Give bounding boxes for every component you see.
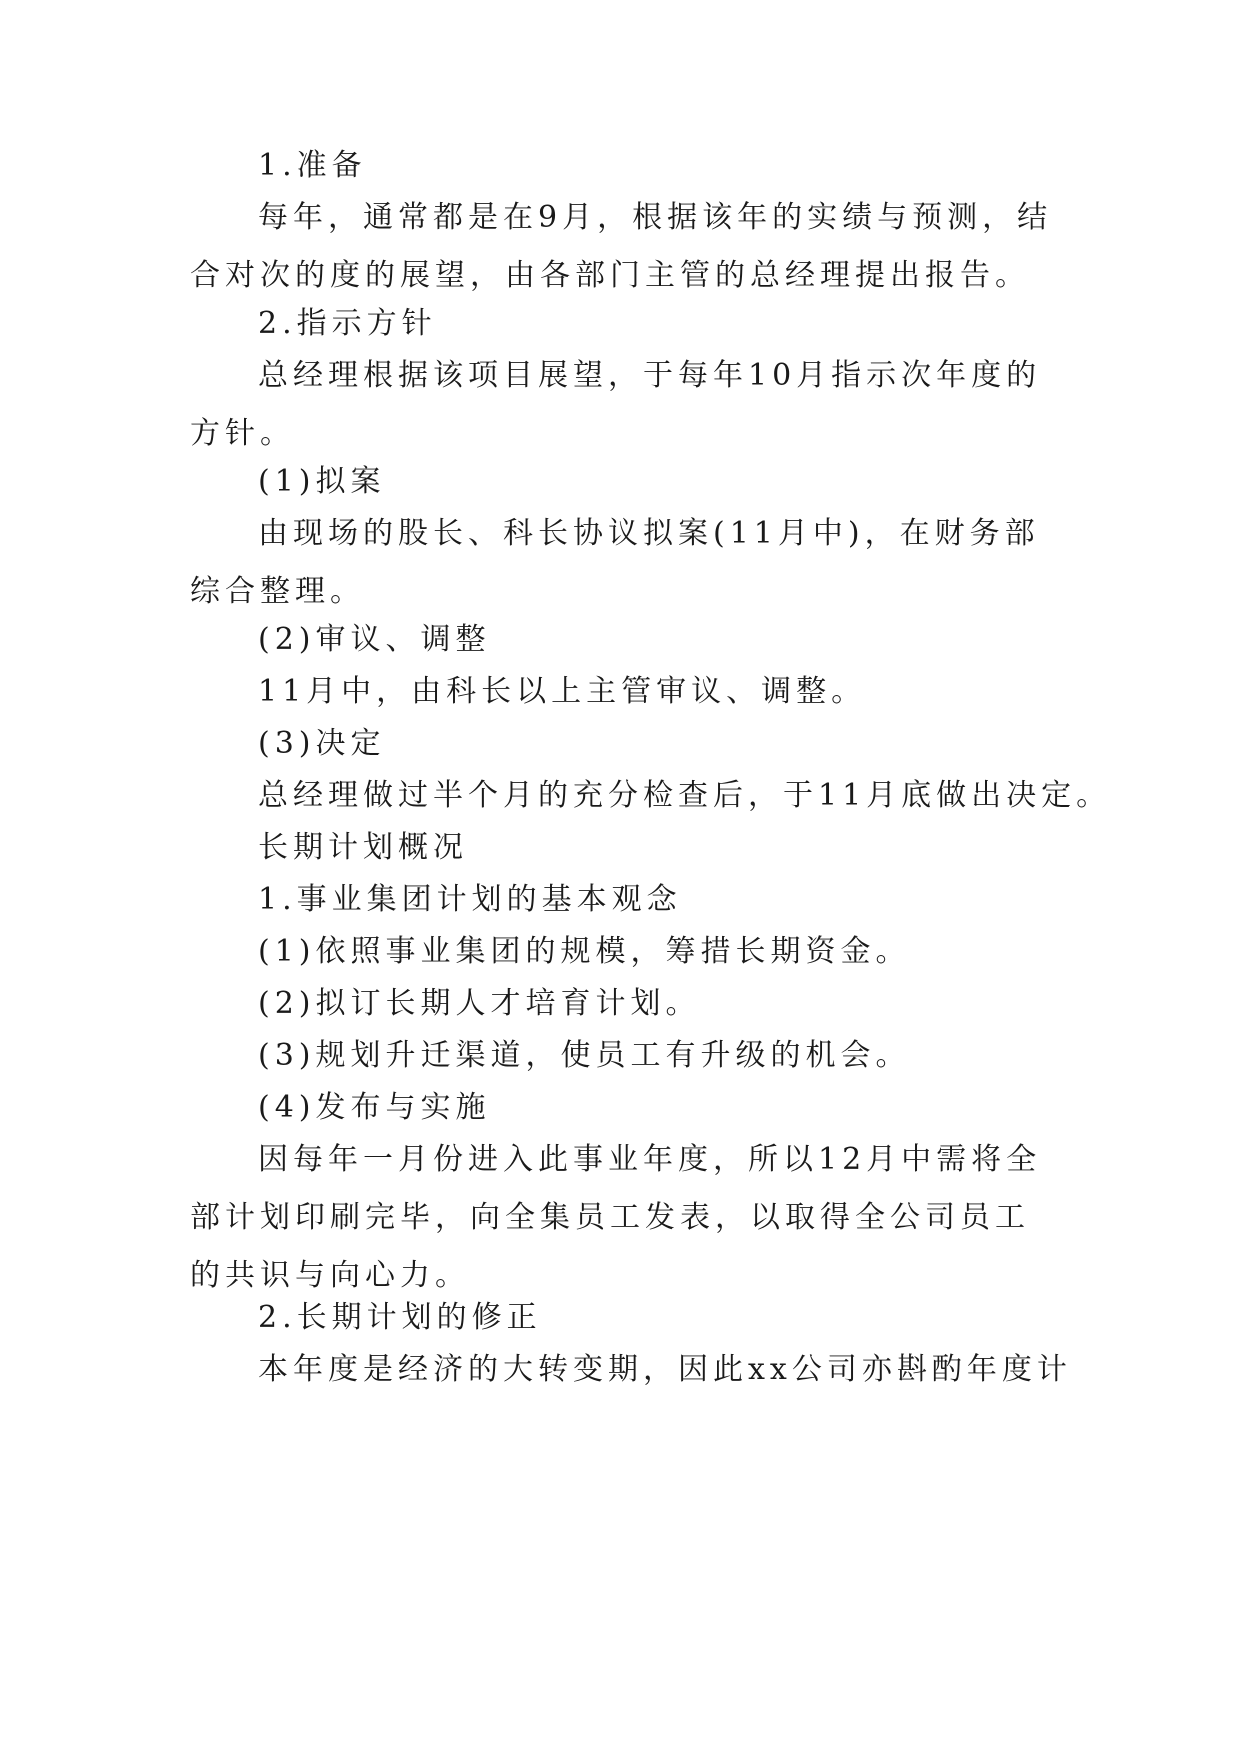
paragraph-publish-body: 因每年一月份进入此事业年度，所以12月中需将全部计划印刷完毕，向全集员工发表，以取得全公司员工的共识与向心力。 [190,1142,1042,1293]
list-item-funding: (1)依照事业集团的规模，筹措长期资金。 [258,934,911,969]
heading-long-term-overview: 长期计划概况 [258,830,468,865]
paragraph-review-body: 11月中，由科长以上主管审议、调整。 [258,674,867,709]
heading-plan-revision: 2.长期计划的修正 [258,1300,542,1335]
heading-publish-implement: (4)发布与实施 [258,1090,491,1125]
heading-review: (2)审议、调整 [258,622,491,657]
heading-draft: (1)拟案 [258,464,386,499]
heading-guideline: 2.指示方针 [258,306,437,341]
heading-basic-concept: 1.事业集团计划的基本观念 [258,882,682,917]
heading-preparation: 1.准备 [258,148,367,183]
paragraph-revision-body: 本年度是经济的大转变期，因此xx公司亦斟酌年度计 [258,1352,1072,1387]
paragraph-draft-body: 由现场的股长、科长协议拟案(11月中)，在财务部综合整理。 [190,516,1040,609]
paragraph-preparation-body: 每年，通常都是在9月，根据该年的实绩与预测，结合对次的度的展望，由各部门主管的总经理提出报告。 [190,200,1053,293]
paragraph-decision-body: 总经理做过半个月的充分检查后，于11月底做出决定。 [258,778,1112,813]
paragraph-guideline-body: 总经理根据该项目展望，于每年10月指示次年度的方针。 [190,358,1042,451]
heading-decision: (3)决定 [258,726,386,761]
list-item-promotion: (3)规划升迁渠道，使员工有升级的机会。 [258,1038,911,1073]
list-item-talent: (2)拟订长期人才培育计划。 [258,986,701,1021]
